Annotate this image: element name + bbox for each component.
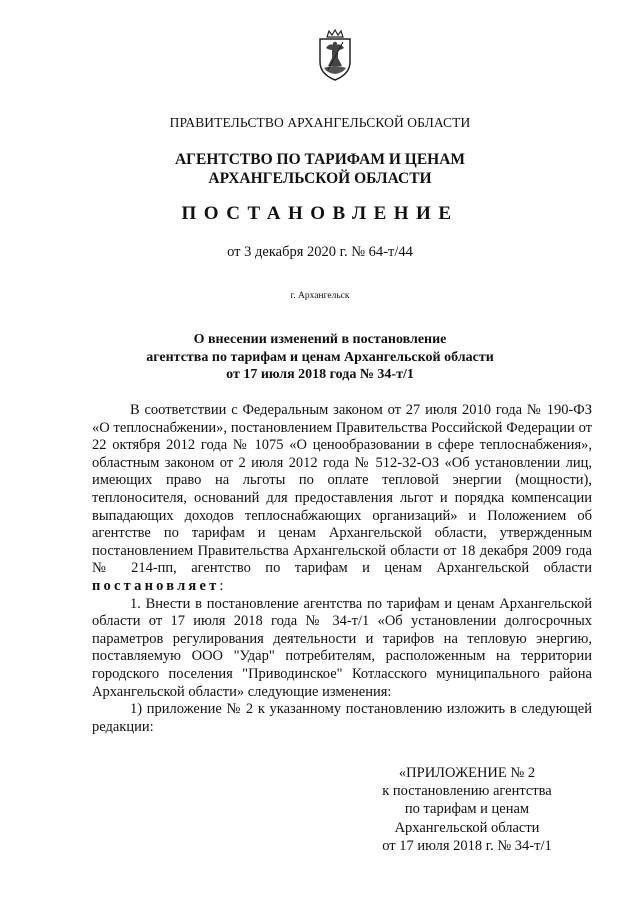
preamble-paragraph: [92, 402, 592, 596]
document-city: г. Архангельск: [290, 291, 350, 301]
agency-name-line1: АГЕНТСТВО ПО ТАРИФАМ И ЦЕНАМ: [174, 151, 466, 168]
appendix-header: [366, 764, 568, 855]
clause-1-paragraph: 1. Внести в постановление агентства по тарифам и ценам Архангельской области от 17 июля 2018 года № 34-т/1 «Об установлении долгосрочных параметров регулирования деятельности и тарифов на тепловую энергию, поставляемую ООО "Удар" потребителям, расположенным на территории городского поселения "Приводинское" Котласского муниципального района Архангельской области» следующие изменения:: [92, 595, 592, 700]
document-date-number: от 3 декабря 2020 г. № 64-т/44: [227, 244, 413, 260]
title-line2: агентства по тарифам и ценам Архангельской области: [146, 349, 494, 365]
resolves-keyword: постановляет: [92, 577, 220, 594]
preamble-text: В соответствии с Федеральным законом от 27 июля 2010 года № 190-ФЗ «О теплоснабжении», постановлением Правительства Российской Федерации от 22 октября 2012 года № 1075 «О ценообразовании в сфере теплоснабжения», областным законом от 2 июля 2012 года № 512-32-ОЗ «Об установлении лиц, имеющих право на льготы по оплате тепловой энергии (мощности), теплоносителя, оснований для предоставления льгот и порядка компенсации выпадающих доходов теплоснабжающих организаций» и Положением об агентстве по тарифам и ценам Архангельской области, утвержденным постановлением Правительства Архангельской области от 18 декабря 2009 года № 214-пп, агентство по тарифам и ценам Архангельской области: [92, 402, 592, 577]
clause-1-1-paragraph: 1) приложение № 2 к указанному постановлению изложить в следующей редакции:: [92, 701, 592, 735]
government-name: ПРАВИТЕЛЬСТВО АРХАНГЕЛЬСКОЙ ОБЛАСТИ: [169, 115, 471, 130]
document-type: ПОСТАНОВЛЕНИЕ: [181, 203, 459, 224]
agency-name: [0, 150, 640, 188]
document-body: [92, 402, 592, 736]
appendix-line3: по тарифам и ценам: [404, 801, 530, 818]
title-line1: О внесении изменений в постановление: [193, 332, 447, 347]
document-title: [0, 331, 640, 384]
appendix-line1: «ПРИЛОЖЕНИЕ № 2: [398, 765, 536, 781]
title-line3: от 17 июля 2018 года № 34-т/1: [226, 367, 414, 382]
appendix-line2: к постановлению агентства: [382, 783, 552, 800]
appendix-line4: Архангельской области: [394, 819, 540, 836]
coat-of-arms-icon: [316, 28, 354, 82]
agency-name-line2: АРХАНГЕЛЬСКОЙ ОБЛАСТИ: [208, 170, 432, 187]
appendix-line5: от 17 июля 2018 г. № 34-т/1: [382, 837, 552, 854]
preamble-end: :: [219, 577, 224, 594]
